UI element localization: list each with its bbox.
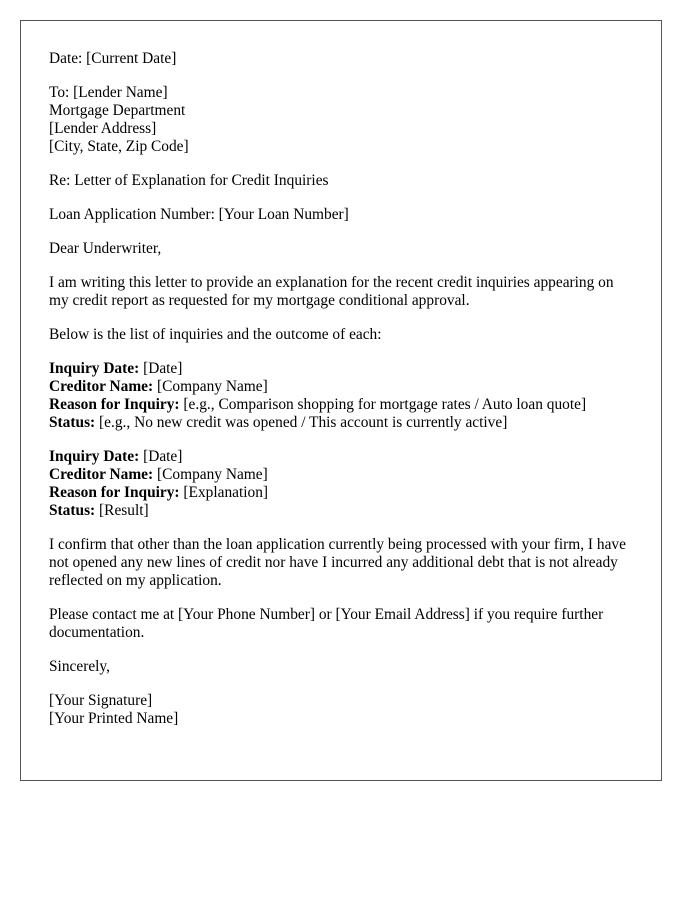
- inquiry-item: [49, 360, 633, 432]
- inquiry-status-row: [49, 414, 633, 432]
- signature-block: [49, 692, 633, 728]
- inquiry-date-row: [49, 448, 633, 466]
- recipient-to: To: [Lender Name]: [49, 84, 168, 101]
- subject-block: [49, 172, 633, 190]
- inquiry-status-label: Status:: [49, 414, 96, 431]
- letter-page: [20, 20, 662, 781]
- closing-block: [49, 658, 633, 676]
- inquiry-status-row: [49, 502, 633, 520]
- inquiry-date-value: [Date]: [143, 448, 183, 465]
- subject-line: Re: Letter of Explanation for Credit Inquiries: [49, 172, 329, 189]
- inquiry-status-value: [e.g., No new credit was opened / This account is currently active]: [99, 414, 508, 431]
- date-block: [49, 50, 633, 68]
- list-intro-block: [49, 326, 633, 344]
- creditor-name-value: [Company Name]: [157, 466, 268, 483]
- creditor-name-label: Creditor Name:: [49, 378, 154, 395]
- salutation-block: [49, 240, 633, 258]
- salutation: Dear Underwriter,: [49, 240, 162, 257]
- inquiry-reason-value: [e.g., Comparison shopping for mortgage rates / Auto loan quote]: [183, 396, 587, 413]
- inquiry-reason-label: Reason for Inquiry:: [49, 396, 180, 413]
- loan-number-block: [49, 206, 633, 224]
- inquiry-reason-row: [49, 484, 633, 502]
- creditor-name-value: [Company Name]: [157, 378, 268, 395]
- signature: [Your Signature]: [49, 692, 153, 709]
- date-line: Date: [Current Date]: [49, 50, 177, 67]
- confirmation-paragraph: I confirm that other than the loan application currently being processed with your firm, I have not opened any new lines of credit nor have I incurred any additional debt that is not already reflected on my application.: [49, 536, 626, 589]
- inquiry-date-label: Inquiry Date:: [49, 448, 140, 465]
- intro-paragraph: I am writing this letter to provide an explanation for the recent credit inquiries appearing on my credit report as requested for my mortgage conditional approval.: [49, 274, 614, 309]
- inquiry-date-row: [49, 360, 633, 378]
- inquiry-status-value: [Result]: [99, 502, 149, 519]
- inquiry-status-label: Status:: [49, 502, 96, 519]
- recipient-address: [49, 84, 633, 156]
- list-intro: Below is the list of inquiries and the outcome of each:: [49, 326, 382, 343]
- inquiry-date-label: Inquiry Date:: [49, 360, 140, 377]
- inquiry-reason-label: Reason for Inquiry:: [49, 484, 180, 501]
- inquiry-item: [49, 448, 633, 520]
- inquiry-reason-row: [49, 396, 633, 414]
- recipient-city-state-zip: [City, State, Zip Code]: [49, 138, 189, 155]
- printed-name: [Your Printed Name]: [49, 710, 179, 727]
- recipient-department: Mortgage Department: [49, 102, 186, 119]
- creditor-name-label: Creditor Name:: [49, 466, 154, 483]
- recipient-address-line: [Lender Address]: [49, 120, 157, 137]
- contact-paragraph: Please contact me at [Your Phone Number] or [Your Email Address] if you require further documentation.: [49, 606, 604, 641]
- creditor-name-row: [49, 466, 633, 484]
- inquiry-date-value: [Date]: [143, 360, 183, 377]
- loan-number-line: Loan Application Number: [Your Loan Number]: [49, 206, 349, 223]
- closing: Sincerely,: [49, 658, 110, 675]
- creditor-name-row: [49, 378, 633, 396]
- inquiry-reason-value: [Explanation]: [183, 484, 269, 501]
